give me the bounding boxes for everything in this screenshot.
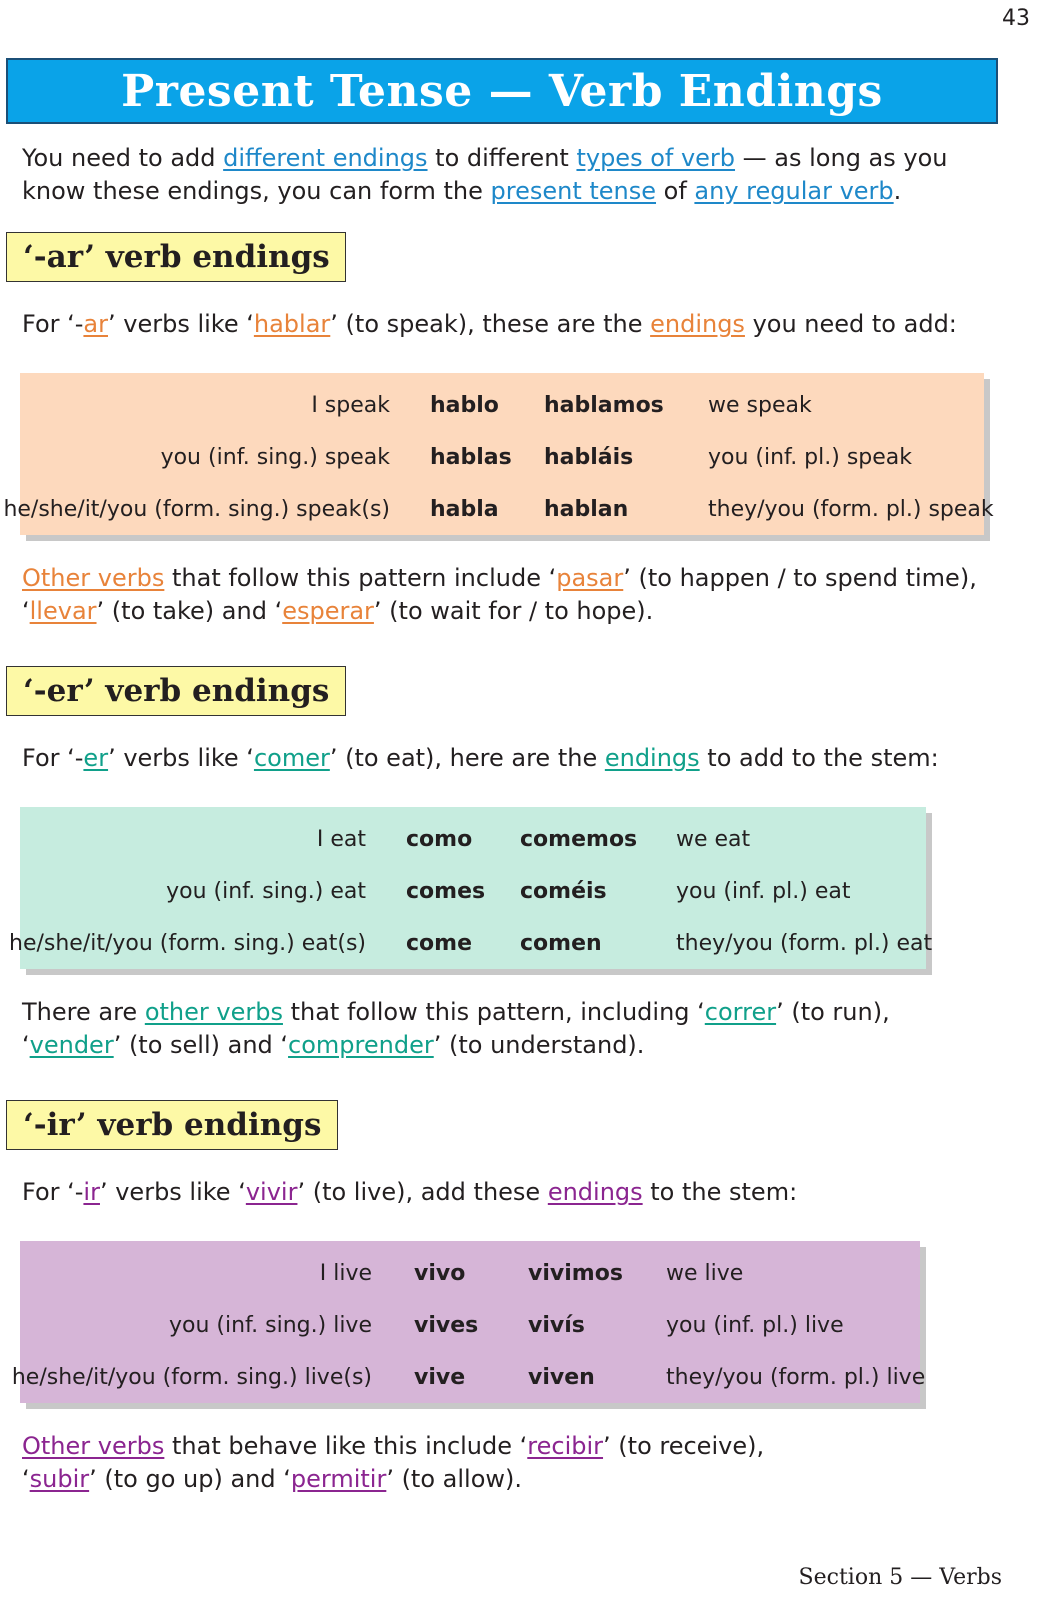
verb-stem: habl	[544, 393, 598, 418]
ar-intro	[22, 308, 957, 341]
link-any-regular-verb[interactable]: any regular verb	[694, 177, 894, 205]
ir-row-3-singular	[414, 1365, 465, 1390]
intro-text: of	[656, 177, 695, 205]
ar-intro-text: you need to add:	[744, 310, 957, 338]
ir-row-1-plural	[528, 1261, 623, 1286]
verb-ending: amos	[597, 393, 664, 418]
ir-after-text: ’ (to go up) and ‘	[89, 1465, 291, 1493]
verb-stem: com	[406, 931, 458, 956]
er-after-text: ’ (to run),	[776, 998, 890, 1026]
link-recibir[interactable]: recibir	[527, 1432, 604, 1460]
verb-ending: es	[450, 1313, 479, 1338]
link-hablar[interactable]: hablar	[253, 310, 331, 338]
ar-after-text: ’ (to wait for / to hope).	[373, 597, 654, 625]
verb-stem: viv	[528, 1365, 565, 1390]
verb-stem: com	[406, 827, 458, 852]
verb-stem: viv	[414, 1365, 451, 1390]
intro-line-1	[22, 142, 948, 175]
ir-row-3-pronoun: he/she/it/you (form. sing.) live(s)	[11, 1365, 372, 1390]
verb-stem: viv	[414, 1313, 451, 1338]
verb-stem: habl	[430, 445, 484, 470]
verb-stem: com	[520, 827, 572, 852]
link-llevar[interactable]: llevar	[29, 597, 97, 625]
verb-ending: o	[450, 1261, 466, 1286]
verb-stem: habl	[544, 445, 598, 470]
link-ar[interactable]: ar	[83, 310, 108, 338]
ir-intro-text: to the stem:	[642, 1178, 798, 1206]
ir-after-text: ’ (to receive),	[603, 1432, 765, 1460]
er-section-heading: ‘-er’ verb endings	[6, 666, 346, 716]
link-endings[interactable]: endings	[547, 1178, 643, 1206]
er-after-paragraph	[22, 996, 890, 1062]
link-esperar[interactable]: esperar	[282, 597, 374, 625]
table-row	[20, 1305, 920, 1345]
ir-row-2-singular	[414, 1313, 478, 1338]
ar-row-3-pronoun: he/she/it/you (form. sing.) speak(s)	[3, 497, 390, 522]
er-after-line-2	[22, 1029, 890, 1062]
table-row	[20, 385, 984, 425]
verb-ending: e	[450, 1365, 466, 1390]
ar-conjugation-table	[3, 373, 994, 535]
ir-section-heading: ‘-ir’ verb endings	[6, 1100, 338, 1150]
er-after-text: ’ (to sell) and ‘	[113, 1031, 289, 1059]
er-row-1-plural-pronoun: we eat	[676, 827, 751, 852]
ar-row-3-singular	[430, 497, 499, 522]
er-intro-text: to add to the stem:	[699, 744, 939, 772]
er-intro-text: ’ (to eat), here are the	[329, 744, 605, 772]
link-endings[interactable]: endings	[650, 310, 745, 338]
verb-stem: com	[520, 879, 572, 904]
table-row	[11, 1357, 926, 1397]
ar-row-3-plural	[544, 497, 628, 522]
ir-after-text: ‘	[22, 1465, 30, 1493]
er-row-3-plural	[520, 931, 602, 956]
er-row-2-pronoun: you (inf. sing.) eat	[166, 879, 366, 904]
table-row	[20, 819, 926, 859]
ar-after-text: ’ (to take) and ‘	[96, 597, 283, 625]
verb-stem: habl	[544, 497, 598, 522]
verb-ending: e	[457, 931, 473, 956]
verb-ending: en	[571, 931, 602, 956]
ir-row-2-plural-pronoun: you (inf. pl.) live	[666, 1313, 844, 1338]
verb-ending: imos	[564, 1261, 623, 1286]
er-conjugation-table	[9, 807, 933, 969]
link-other-verbs[interactable]: Other verbs	[22, 564, 165, 592]
er-intro-text: For ‘-	[22, 744, 84, 772]
ir-intro-text: For ‘-	[22, 1178, 84, 1206]
ir-conjugation-table	[11, 1241, 926, 1403]
verb-ending: emos	[571, 827, 638, 852]
er-after-line-1	[22, 996, 890, 1029]
ar-after-text: that follow this pattern include ‘	[164, 564, 557, 592]
footer-section-label: Section 5 — Verbs	[798, 1565, 1002, 1590]
ar-row-2-singular	[430, 445, 512, 470]
intro-text: — as long as you	[735, 144, 948, 172]
ir-row-2-pronoun: you (inf. sing.) live	[168, 1313, 372, 1338]
ar-row-1-plural	[544, 393, 664, 418]
ir-row-2-plural	[528, 1313, 585, 1338]
link-endings[interactable]: endings	[604, 744, 700, 772]
ar-row-3-plural-pronoun: they/you (form. pl.) speak	[708, 497, 994, 522]
ir-after-paragraph	[22, 1430, 764, 1496]
ar-row-1-plural-pronoun: we speak	[708, 393, 812, 418]
verb-ending: as	[483, 445, 512, 470]
er-row-3-plural-pronoun: they/you (form. pl.) eat	[676, 931, 933, 956]
ar-after-text: ‘	[22, 597, 30, 625]
verb-stem: habl	[430, 393, 484, 418]
link-vivir[interactable]: vivir	[245, 1178, 298, 1206]
link-vender[interactable]: vender	[29, 1031, 114, 1059]
link-ir[interactable]: ir	[83, 1178, 100, 1206]
ar-row-2-plural	[544, 445, 633, 470]
link-er[interactable]: er	[83, 744, 109, 772]
er-intro-text: ’ verbs like ‘	[108, 744, 254, 772]
verb-stem: viv	[414, 1261, 451, 1286]
ar-after-line-2	[22, 595, 977, 628]
verb-ending: o	[457, 827, 473, 852]
page-number: 43	[1002, 6, 1030, 31]
ar-row-2-pronoun: you (inf. sing.) speak	[160, 445, 390, 470]
link-correr[interactable]: correr	[704, 998, 777, 1026]
verb-ending: áis	[597, 445, 634, 470]
intro-text: to different	[427, 144, 577, 172]
link-comer[interactable]: comer	[253, 744, 330, 772]
er-intro	[22, 742, 939, 775]
er-row-2-singular	[406, 879, 485, 904]
verb-ending: es	[457, 879, 486, 904]
ar-intro-text: ’ (to speak), these are the	[330, 310, 651, 338]
verb-stem: habl	[430, 497, 484, 522]
er-row-1-singular	[406, 827, 472, 852]
table-row	[20, 437, 984, 477]
ar-intro-text: For ‘-	[22, 310, 84, 338]
ir-row-1-plural-pronoun: we live	[666, 1261, 744, 1286]
verb-ending: en	[564, 1365, 595, 1390]
verb-stem: com	[520, 931, 572, 956]
verb-stem: com	[406, 879, 458, 904]
er-row-2-plural-pronoun: you (inf. pl.) eat	[676, 879, 851, 904]
link-pasar[interactable]: pasar	[556, 564, 624, 592]
link-types-of-verb[interactable]: types of verb	[576, 144, 736, 172]
verb-stem: viv	[528, 1313, 565, 1338]
page-title-banner	[6, 58, 998, 124]
verb-ending: éis	[571, 879, 607, 904]
ir-after-text: ’ (to allow).	[386, 1465, 523, 1493]
er-row-1-plural	[520, 827, 637, 852]
ar-after-line-1	[22, 562, 977, 595]
intro-paragraph	[22, 142, 948, 208]
link-different-endings[interactable]: different endings	[223, 144, 428, 172]
er-row-2-plural	[520, 879, 607, 904]
intro-line-2	[22, 175, 948, 208]
er-after-text: ’ (to understand).	[433, 1031, 645, 1059]
ar-row-1-singular	[430, 393, 499, 418]
verb-ending: ís	[564, 1313, 585, 1338]
table-row	[20, 871, 926, 911]
ir-intro-text: ’ (to live), add these	[297, 1178, 548, 1206]
ar-after-paragraph	[22, 562, 977, 628]
er-after-text: There are	[22, 998, 145, 1026]
ar-section-heading: ‘-ar’ verb endings	[6, 232, 346, 282]
ir-row-3-plural-pronoun: they/you (form. pl.) live	[666, 1365, 926, 1390]
link-permitir[interactable]: permitir	[290, 1465, 387, 1493]
intro-text: know these endings, you can form the	[22, 177, 491, 205]
verb-ending: an	[597, 497, 629, 522]
ir-after-line-1	[22, 1430, 764, 1463]
er-after-text: ‘	[22, 1031, 30, 1059]
er-row-3-pronoun: he/she/it/you (form. sing.) eat(s)	[9, 931, 366, 956]
link-other-verbs[interactable]: other verbs	[144, 998, 283, 1026]
ir-after-line-2	[22, 1463, 764, 1496]
table-row	[9, 923, 933, 963]
er-row-3-singular	[406, 931, 472, 956]
ar-after-text: ’ (to happen / to spend time),	[623, 564, 977, 592]
er-after-text: that follow this pattern, including ‘	[282, 998, 705, 1026]
intro-text: .	[893, 177, 902, 205]
ar-row-2-plural-pronoun: you (inf. pl.) speak	[708, 445, 913, 470]
link-subir[interactable]: subir	[29, 1465, 90, 1493]
er-row-1-pronoun: I eat	[316, 827, 366, 852]
verb-ending: a	[483, 497, 499, 522]
ir-row-1-singular	[414, 1261, 465, 1286]
ir-intro-text: ’ verbs like ‘	[99, 1178, 246, 1206]
ir-intro	[22, 1176, 797, 1209]
page-title: Present Tense — Verb Endings	[121, 65, 883, 117]
link-other-verbs[interactable]: Other verbs	[22, 1432, 165, 1460]
intro-text: You need to add	[22, 144, 224, 172]
ir-row-1-pronoun: I live	[319, 1261, 372, 1286]
table-row	[20, 1253, 920, 1293]
verb-ending: o	[483, 393, 499, 418]
ar-intro-text: ’ verbs like ‘	[108, 310, 254, 338]
link-present-tense[interactable]: present tense	[490, 177, 657, 205]
ir-row-3-plural	[528, 1365, 595, 1390]
verb-stem: viv	[528, 1261, 565, 1286]
table-row	[3, 489, 994, 529]
link-comprender[interactable]: comprender	[288, 1031, 434, 1059]
ir-after-text: that behave like this include ‘	[164, 1432, 528, 1460]
ar-row-1-pronoun: I speak	[311, 393, 390, 418]
